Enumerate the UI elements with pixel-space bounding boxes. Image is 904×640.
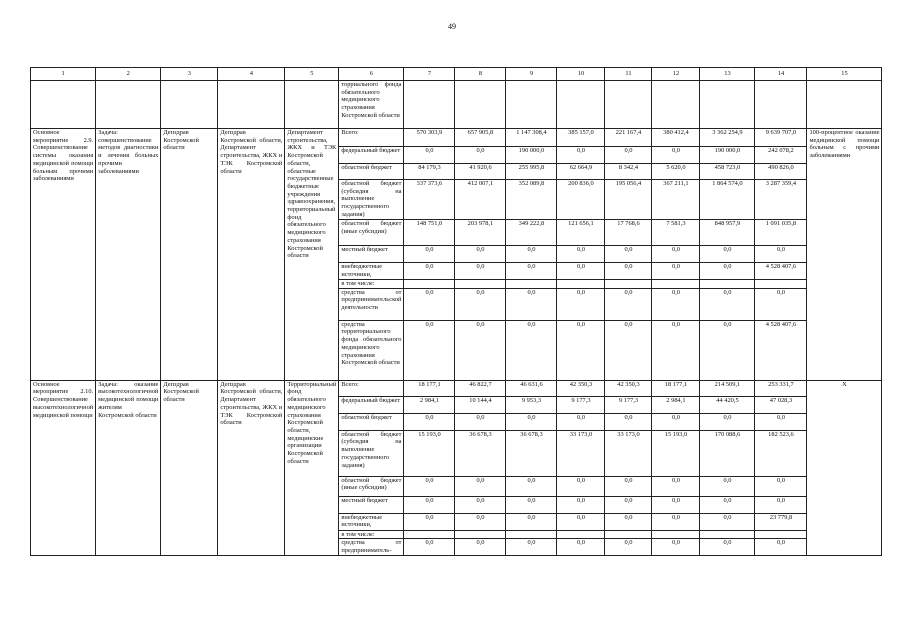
funding-value: 0,0 — [404, 513, 455, 530]
funding-value: 0,0 — [700, 263, 755, 280]
column-header: 1 — [31, 68, 96, 81]
funding-value: 1 147 308,4 — [506, 129, 557, 147]
funding-value: 9 177,3 — [557, 396, 605, 413]
funding-value: 4 528 407,6 — [755, 263, 807, 280]
column-header: 7 — [404, 68, 455, 81]
page-number: 49 — [448, 22, 456, 31]
funding-value: 0,0 — [506, 476, 557, 496]
funding-value: 0,0 — [404, 320, 455, 380]
funding-value: 0,0 — [404, 496, 455, 513]
funding-value — [404, 280, 455, 289]
funding-value: 148 751,0 — [404, 220, 455, 246]
funding-value: 42 350,3 — [605, 380, 652, 396]
funding-value — [700, 530, 755, 539]
funding-value: 490 826,0 — [755, 164, 807, 180]
continuation-label: торриального фонда обязательного медицинского страхования Костромской области — [339, 81, 404, 129]
funding-value: 0,0 — [755, 496, 807, 513]
funding-value: 0,0 — [700, 320, 755, 380]
funding-value: 41 920,6 — [455, 164, 506, 180]
funding-value: 0,0 — [455, 539, 506, 555]
funding-value — [652, 280, 700, 289]
funding-value: 200 836,0 — [557, 180, 605, 220]
funding-value: 0,0 — [605, 246, 652, 263]
funding-value: 0,0 — [700, 539, 755, 555]
funding-source-label: средства от предпринимательской деятельности — [339, 288, 404, 320]
column-header: 3 — [161, 68, 218, 81]
funding-source-label: областной бюджет (иные субсидии) — [339, 220, 404, 246]
funding-source-label: внебюджетные источники, — [339, 263, 404, 280]
funding-value: 0,0 — [755, 246, 807, 263]
funding-value — [755, 280, 807, 289]
funding-value: 15 193,0 — [652, 430, 700, 476]
funding-value: 7 581,3 — [652, 220, 700, 246]
funding-value — [700, 280, 755, 289]
header-row — [31, 68, 882, 81]
funding-value: 190 000,0 — [700, 147, 755, 164]
funding-value: 214 509,1 — [700, 380, 755, 396]
funding-source-label: в том числе: — [339, 530, 404, 539]
funding-source-label: Всего: — [339, 380, 404, 396]
funding-value: 0,0 — [652, 246, 700, 263]
funding-value: 337 373,6 — [404, 180, 455, 220]
funding-value: 10 144,4 — [455, 396, 506, 413]
column-header: 8 — [455, 68, 506, 81]
funding-value: 0,0 — [652, 147, 700, 164]
funding-value: 349 222,8 — [506, 220, 557, 246]
column-header: 4 — [218, 68, 285, 81]
funding-value: 0,0 — [455, 288, 506, 320]
funding-value: 0,0 — [404, 263, 455, 280]
column-header: 5 — [285, 68, 339, 81]
funding-row — [31, 129, 882, 147]
funding-source-label: областной бюджет (субсидия на выполнение государственного задания) — [339, 180, 404, 220]
funding-value: 0,0 — [557, 147, 605, 164]
funding-source-label: областной бюджет (субсидия на выполнение государственного задания) — [339, 430, 404, 476]
funding-value: 0,0 — [404, 246, 455, 263]
measure-c1: Основное мероприятие 2.9. Совершенствование системы оказания медицинской помощи больным прочими заболеваниями — [31, 129, 96, 381]
funding-value: 0,0 — [700, 496, 755, 513]
funding-value: 15 193,0 — [404, 430, 455, 476]
measure-c3: Депздрав Костромской области — [161, 380, 218, 555]
funding-value: 1 091 035,8 — [755, 220, 807, 246]
funding-value: 0,0 — [557, 513, 605, 530]
funding-value: 0,0 — [700, 513, 755, 530]
table-body — [31, 81, 882, 556]
funding-value: 17 768,6 — [605, 220, 652, 246]
funding-value: 657 905,8 — [455, 129, 506, 147]
funding-value: 0,0 — [455, 147, 506, 164]
funding-value: 182 523,6 — [755, 430, 807, 476]
funding-value: 0,0 — [700, 246, 755, 263]
funding-value: 0,0 — [700, 476, 755, 496]
funding-value: 0,0 — [506, 513, 557, 530]
funding-value: 0,0 — [652, 513, 700, 530]
funding-value: 0,0 — [605, 539, 652, 555]
measure-c2: Задача: оказание высокотехнологичной медицинской помощи жителям Костромской области — [96, 380, 161, 555]
funding-value — [557, 280, 605, 289]
funding-value: 0,0 — [605, 288, 652, 320]
funding-value: 46 631,6 — [506, 380, 557, 396]
measure-indicator: X — [807, 380, 882, 555]
funding-value: 0,0 — [506, 263, 557, 280]
measure-c4: Депздрав Костромской области, Департамент строительства, ЖКХ и ТЭК Костромской области — [218, 380, 285, 555]
funding-value: 242 078,2 — [755, 147, 807, 164]
funding-value: 0,0 — [557, 320, 605, 380]
funding-value: 170 088,6 — [700, 430, 755, 476]
funding-source-label: областной бюджет (иные субсидии) — [339, 476, 404, 496]
funding-value: 0,0 — [506, 288, 557, 320]
funding-value: 36 678,3 — [506, 430, 557, 476]
funding-source-label: областной бюджет — [339, 164, 404, 180]
funding-value: 0,0 — [755, 476, 807, 496]
measure-c5: Территориальный фонд обязательного медицинского страхования Костромской области, медицинские организации Костромской области — [285, 380, 339, 555]
funding-value — [652, 530, 700, 539]
funding-source-label: местный бюджет — [339, 246, 404, 263]
funding-value: 3 287 359,4 — [755, 180, 807, 220]
funding-value: 0,0 — [755, 288, 807, 320]
measure-c1: Основное мероприятие 2.10. Совершенствование высокотехнологичной медицинской помощи — [31, 380, 96, 555]
measure-indicator: 100-процентное оказание медицинской помощи больным с прочими заболеваниями — [807, 129, 882, 381]
funding-row — [31, 380, 882, 396]
funding-value: 0,0 — [404, 413, 455, 430]
funding-value: 0,0 — [455, 320, 506, 380]
funding-value: 46 822,7 — [455, 380, 506, 396]
funding-value: 0,0 — [755, 413, 807, 430]
funding-value: 385 157,0 — [557, 129, 605, 147]
measure-c4: Депздрав Костромской области, Департамент строительства, ЖКХ и ТЭК Костромской области — [218, 129, 285, 381]
funding-value: 0,0 — [455, 246, 506, 263]
funding-value: 255 995,8 — [506, 164, 557, 180]
funding-value: 0,0 — [605, 513, 652, 530]
funding-source-label: средства территориального фонда обязательного медицинского страхования Костромской области — [339, 320, 404, 380]
funding-value: 0,0 — [404, 539, 455, 555]
funding-value: 848 957,9 — [700, 220, 755, 246]
funding-value: 1 864 574,0 — [700, 180, 755, 220]
funding-value: 36 678,3 — [455, 430, 506, 476]
funding-value: 0,0 — [506, 496, 557, 513]
funding-value: 0,0 — [506, 413, 557, 430]
funding-value: 253 331,7 — [755, 380, 807, 396]
funding-value: 62 664,9 — [557, 164, 605, 180]
funding-value: 0,0 — [404, 476, 455, 496]
funding-value: 121 656,1 — [557, 220, 605, 246]
program-table — [30, 67, 882, 556]
funding-value: 33 173,0 — [557, 430, 605, 476]
funding-source-label: Всего: — [339, 129, 404, 147]
funding-value: 5 620,0 — [652, 164, 700, 180]
column-header: 6 — [339, 68, 404, 81]
funding-value: 352 089,8 — [506, 180, 557, 220]
funding-value: 18 177,1 — [404, 380, 455, 396]
column-header: 12 — [652, 68, 700, 81]
funding-value: 44 420,5 — [700, 396, 755, 413]
funding-source-label: местный бюджет — [339, 496, 404, 513]
funding-source-label: средства от предприниматель- — [339, 539, 404, 555]
funding-value: 9 639 707,0 — [755, 129, 807, 147]
funding-source-label: федеральный бюджет — [339, 147, 404, 164]
funding-value: 0,0 — [557, 246, 605, 263]
funding-value: 203 978,1 — [455, 220, 506, 246]
funding-value: 0,0 — [605, 263, 652, 280]
funding-value — [755, 530, 807, 539]
funding-value: 0,0 — [404, 288, 455, 320]
column-header: 9 — [506, 68, 557, 81]
funding-value — [605, 530, 652, 539]
funding-value — [404, 530, 455, 539]
funding-value: 23 779,8 — [755, 513, 807, 530]
column-header: 11 — [605, 68, 652, 81]
funding-value: 0,0 — [605, 496, 652, 513]
column-header: 13 — [700, 68, 755, 81]
continuation-row — [31, 81, 882, 129]
funding-value: 47 028,3 — [755, 396, 807, 413]
funding-value: 0,0 — [557, 413, 605, 430]
funding-value: 190 000,0 — [506, 147, 557, 164]
measure-c5: Департамент строительства, ЖКХ и ТЭК Костромской области, областные государственные бюджетные учреждения здравоохранения, территориальный фонд обязательного медицинского страхования Костромской области — [285, 129, 339, 381]
column-header: 14 — [755, 68, 807, 81]
funding-value: 18 177,1 — [652, 380, 700, 396]
funding-value: 0,0 — [557, 476, 605, 496]
funding-value: 0,0 — [652, 413, 700, 430]
funding-source-label: областной бюджет — [339, 413, 404, 430]
column-header: 2 — [96, 68, 161, 81]
funding-value: 0,0 — [404, 147, 455, 164]
column-header: 15 — [807, 68, 882, 81]
funding-value: 0,0 — [700, 288, 755, 320]
measure-c3: Депздрав Костромской области — [161, 129, 218, 381]
funding-value — [605, 280, 652, 289]
funding-value: 4 528 407,6 — [755, 320, 807, 380]
funding-source-label: федеральный бюджет — [339, 396, 404, 413]
funding-value — [506, 280, 557, 289]
funding-value: 0,0 — [605, 147, 652, 164]
funding-value: 0,0 — [557, 263, 605, 280]
funding-value: 0,0 — [455, 476, 506, 496]
funding-value: 380 412,4 — [652, 129, 700, 147]
funding-value — [455, 530, 506, 539]
funding-value: 458 723,0 — [700, 164, 755, 180]
funding-value: 0,0 — [700, 413, 755, 430]
funding-value: 0,0 — [605, 320, 652, 380]
funding-value: 0,0 — [652, 476, 700, 496]
funding-value: 0,0 — [455, 496, 506, 513]
funding-value: 412 007,1 — [455, 180, 506, 220]
funding-value: 0,0 — [652, 263, 700, 280]
funding-value: 2 984,1 — [404, 396, 455, 413]
column-header: 10 — [557, 68, 605, 81]
funding-value: 0,0 — [557, 496, 605, 513]
funding-value — [455, 280, 506, 289]
funding-value — [557, 530, 605, 539]
funding-value: 0,0 — [652, 539, 700, 555]
funding-value: 221 167,4 — [605, 129, 652, 147]
funding-value: 0,0 — [506, 320, 557, 380]
funding-value: 0,0 — [605, 413, 652, 430]
funding-value: 0,0 — [557, 288, 605, 320]
funding-value: 9 177,3 — [605, 396, 652, 413]
funding-value: 3 362 254,9 — [700, 129, 755, 147]
funding-value: 0,0 — [455, 263, 506, 280]
funding-value: 195 056,4 — [605, 180, 652, 220]
funding-value: 0,0 — [605, 476, 652, 496]
funding-value: 367 211,1 — [652, 180, 700, 220]
funding-value: 0,0 — [652, 496, 700, 513]
funding-source-label: внебюджетные источники, — [339, 513, 404, 530]
funding-value: 8 342,4 — [605, 164, 652, 180]
funding-value: 42 350,3 — [557, 380, 605, 396]
funding-value: 0,0 — [652, 288, 700, 320]
funding-value: 0,0 — [557, 539, 605, 555]
funding-source-label: в том числе: — [339, 280, 404, 289]
measure-c2: Задача: совершенствование методов диагностики и лечения больных прочими заболеваниями — [96, 129, 161, 381]
funding-value: 0,0 — [506, 246, 557, 263]
funding-value: 2 984,1 — [652, 396, 700, 413]
funding-value: 0,0 — [455, 513, 506, 530]
funding-value: 0,0 — [506, 539, 557, 555]
funding-value: 0,0 — [455, 413, 506, 430]
funding-value: 84 179,3 — [404, 164, 455, 180]
funding-value: 33 173,0 — [605, 430, 652, 476]
funding-value: 0,0 — [755, 539, 807, 555]
funding-value: 0,0 — [652, 320, 700, 380]
funding-value — [506, 530, 557, 539]
funding-value: 9 953,3 — [506, 396, 557, 413]
funding-value: 570 303,9 — [404, 129, 455, 147]
